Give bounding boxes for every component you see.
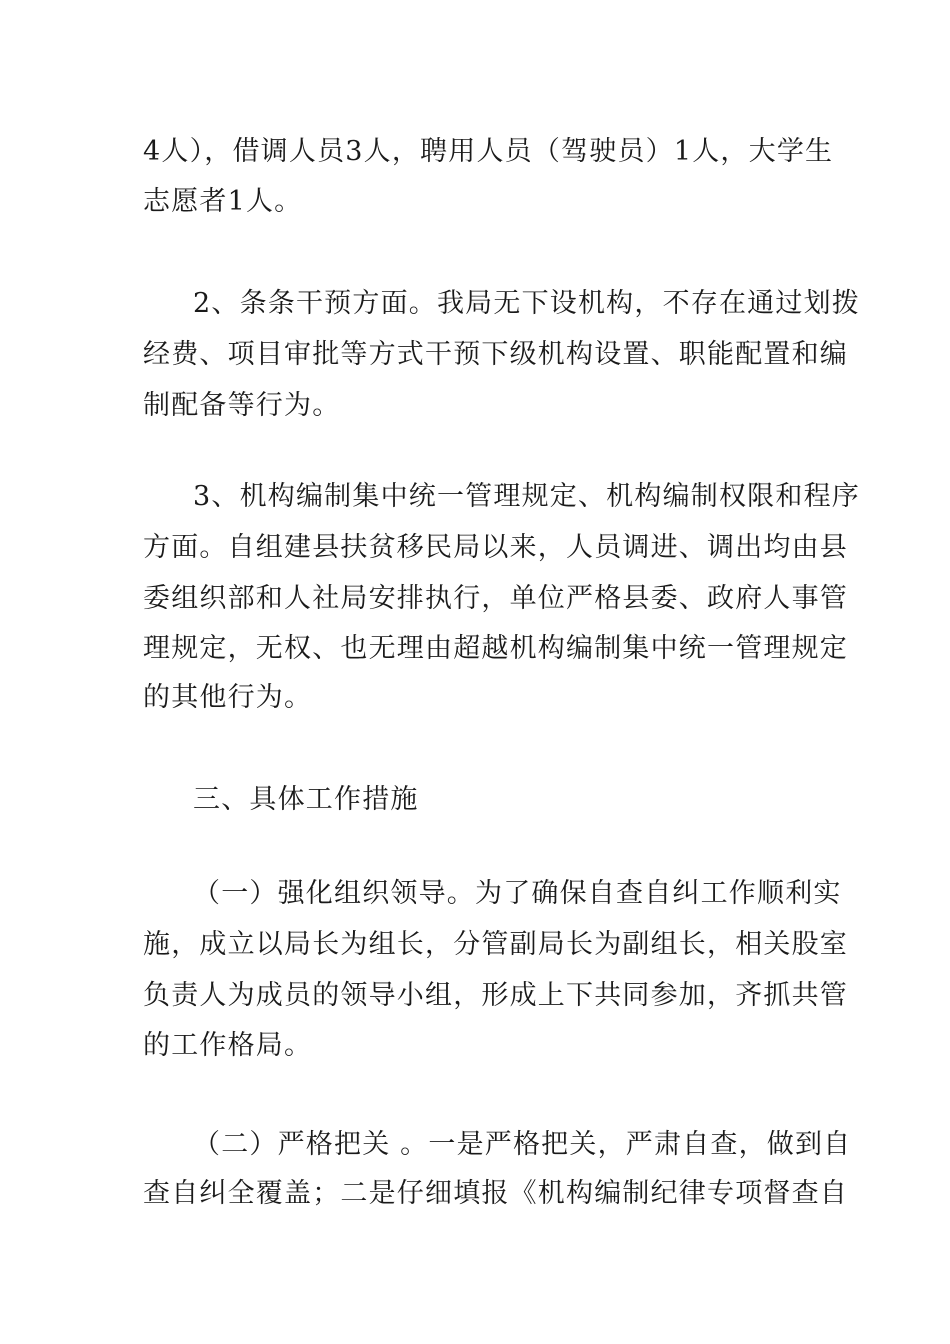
text-line: （一）强化组织领导。为了确保自查自纠工作顺利实	[193, 878, 842, 909]
text-line: 理规定，无权、也无理由超越机构编制集中统一管理规定	[143, 633, 848, 664]
text-line: 经费、项目审批等方式干预下级机构设置、职能配置和编	[143, 339, 848, 370]
text-line: 的工作格局。	[143, 1030, 313, 1061]
text-line: 委组织部和人社局安排执行，单位严格县委、政府人事管	[143, 583, 848, 614]
text-line: 的其他行为。	[143, 682, 313, 713]
text-line: 2、条条干预方面。我局无下设机构，不存在通过划拨	[193, 288, 860, 319]
text-line: 4人），借调人员3人，聘用人员（驾驶员）1人，大学生	[143, 136, 834, 167]
text-line: 施，成立以局长为组长，分管副局长为副组长，相关股室	[143, 929, 848, 960]
text-line: 负责人为成员的领导小组，形成上下共同参加，齐抓共管	[143, 980, 848, 1011]
text-line: 制配备等行为。	[143, 390, 341, 421]
text-line: （二）严格把关 。一是严格把关，严肃自查，做到自	[193, 1129, 852, 1160]
text-line: 3、机构编制集中统一管理规定、机构编制权限和程序	[193, 481, 860, 512]
section-heading: 三、具体工作措施	[193, 784, 419, 815]
text-line: 志愿者1人。	[143, 186, 303, 217]
text-line: 查自纠全覆盖；二是仔细填报《机构编制纪律专项督查自	[143, 1178, 848, 1209]
text-line: 方面。自组建县扶贫移民局以来，人员调进、调出均由县	[143, 532, 848, 563]
